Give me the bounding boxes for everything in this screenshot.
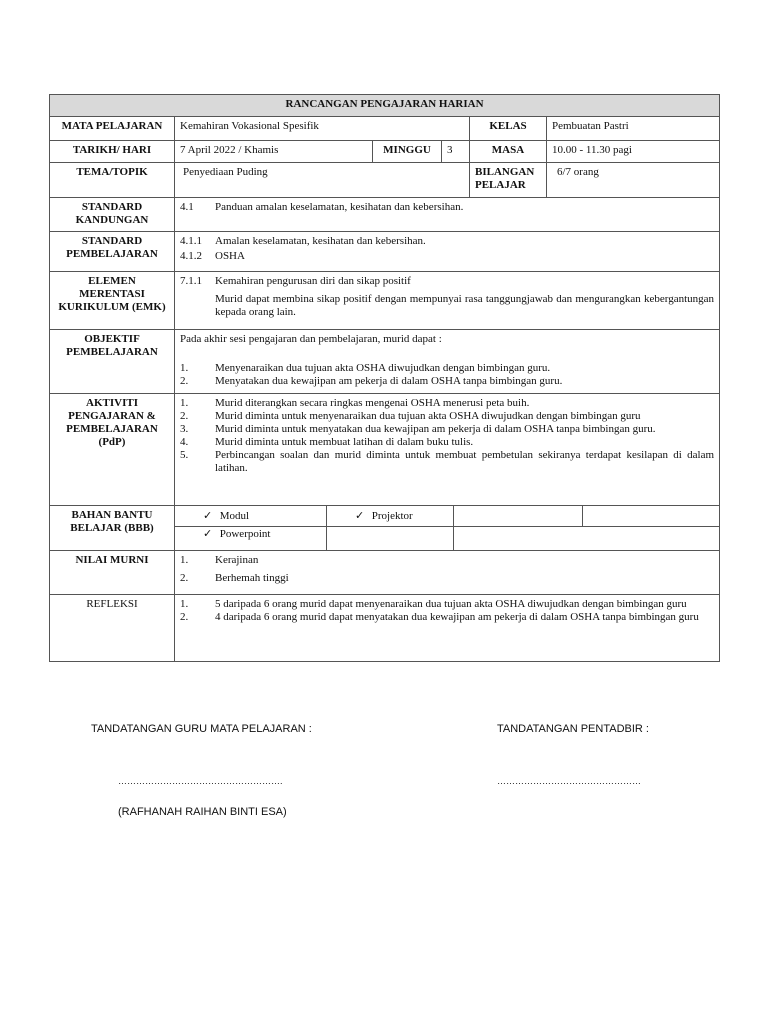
minggu-label: MINGGU [373, 141, 442, 163]
mata-pelajaran-label: MATA PELAJARAN [50, 117, 175, 141]
bahan-divider [326, 506, 327, 526]
list-item: 5. Perbincangan soalan dan murid diminta untuk membuat pembetulan sekiranya terdapat kesilapan di dalam latihan. [180, 449, 715, 474]
list-item: 1. 5 daripada 6 orang murid dapat menyenaraikan dua tujuan akta OSHA diwujudkan dengan bimbingan guru [180, 598, 687, 610]
guru-signature-label: TANDATANGAN GURU MATA PELAJARAN : [91, 723, 312, 735]
refleksi-label: REFLEKSI [50, 595, 175, 662]
standard-kandungan-label: STANDARD KANDUNGAN [50, 198, 175, 232]
emk-heading: Kemahiran pengurusan diri dan sikap positif [215, 275, 411, 287]
bahan-divider [453, 506, 454, 526]
list-item: 4. Murid diminta untuk membuat latihan di dalam buku tulis. [180, 436, 474, 448]
masa-value: 10.00 - 11.30 pagi [547, 141, 720, 163]
aktiviti-label: AKTIVITI PENGAJARAN & PEMBELAJARAN (PdP) [50, 394, 175, 506]
bahan-item-projektor: ✓ Projektor [355, 510, 413, 522]
minggu-value: 3 [442, 141, 470, 163]
bilangan-label: BILANGAN PELAJAR [470, 163, 547, 198]
emk-num: 7.1.1 [180, 275, 202, 287]
standard-pembelajaran-cell [175, 232, 720, 272]
refleksi-cell [175, 595, 720, 662]
guru-name: (RAFHANAH RAIHAN BINTI ESA) [118, 806, 287, 818]
list-item: 4.1.1 Amalan keselamatan, kesihatan dan kebersihan. [180, 235, 426, 247]
list-item: 2. Murid diminta untuk menyenaraikan dua tujuan akta OSHA diwujudkan dengan bimbingan guru [180, 410, 641, 422]
bahan-divider [453, 526, 454, 550]
standard-pembelajaran-label: STANDARD PEMBELAJARAN [50, 232, 175, 272]
masa-label: MASA [470, 141, 547, 163]
bahan-item-modul: ✓ Modul [203, 510, 250, 522]
bahan-divider [326, 526, 327, 550]
objektif-cell [175, 330, 720, 394]
bahan-item-powerpoint: ✓ Powerpoint [203, 528, 271, 540]
bahan-label: BAHAN BANTU BELAJAR (BBB) [50, 506, 175, 551]
standard-kandungan-num: 4.1 [180, 201, 194, 213]
list-item: 2. Menyatakan dua kewajipan am pekerja di dalam OSHA tanpa bimbingan guru. [180, 375, 563, 387]
list-item: 2. Berhemah tinggi [180, 572, 289, 584]
aktiviti-cell [175, 394, 720, 506]
pentadbir-signature-label: TANDATANGAN PENTADBIR : [497, 723, 649, 735]
guru-signature-line: ………………………………………………. [118, 776, 283, 786]
nilai-label: NILAI MURNI [50, 551, 175, 595]
list-item: 1. Menyenaraikan dua tujuan akta OSHA diwujudkan dengan bimbingan guru. [180, 362, 551, 374]
check-icon: ✓ [203, 510, 213, 522]
pentadbir-signature-line: ………………………………………… [497, 776, 641, 786]
emk-text: Murid dapat membina sikap positif dengan mempunyai rasa tanggungjawab dan mengurangkan kebergantungan kepada orang lain. [215, 293, 715, 318]
bilangan-value: 6/7 orang [547, 163, 720, 198]
list-item: 4.1.2 OSHA [180, 250, 245, 262]
nilai-cell [175, 551, 720, 595]
tema-label: TEMA/TOPIK [50, 163, 175, 198]
objektif-label: OBJEKTIF PEMBELAJARAN [50, 330, 175, 394]
list-item: 1. Kerajinan [180, 554, 259, 566]
list-item: 2. 4 daripada 6 orang murid dapat menyatakan dua kewajipan am pekerja di dalam OSHA tanpa bimbingan guru [180, 611, 699, 623]
bahan-divider [175, 526, 719, 527]
lesson-plan-table [49, 94, 720, 662]
mata-pelajaran-value: Kemahiran Vokasional Spesifik [175, 117, 470, 141]
emk-cell [175, 272, 720, 330]
tarikh-value: 7 April 2022 / Khamis [175, 141, 373, 163]
objektif-intro: Pada akhir sesi pengajaran dan pembelajaran, murid dapat : [180, 333, 442, 345]
tema-value: Penyediaan Puding [175, 163, 470, 198]
standard-kandungan-text: Panduan amalan keselamatan, kesihatan dan kebersihan. [215, 201, 464, 213]
plan-title: RANCANGAN PENGAJARAN HARIAN [50, 95, 720, 117]
check-icon: ✓ [203, 528, 213, 540]
tarikh-label: TARIKH/ HARI [50, 141, 175, 163]
kelas-value: Pembuatan Pastri [547, 117, 720, 141]
check-icon: ✓ [355, 510, 365, 522]
standard-kandungan-cell [175, 198, 720, 232]
kelas-label: KELAS [470, 117, 547, 141]
bahan-divider [582, 506, 583, 526]
emk-label: ELEMEN MERENTASI KURIKULUM (EMK) [50, 272, 175, 330]
list-item: 1. Murid diterangkan secara ringkas mengenai OSHA menerusi peta buih. [180, 397, 530, 409]
bahan-cell [175, 506, 720, 551]
list-item: 3. Murid diminta untuk menyatakan dua kewajipan am pekerja di dalam OSHA tanpa bimbingan guru. [180, 423, 656, 435]
